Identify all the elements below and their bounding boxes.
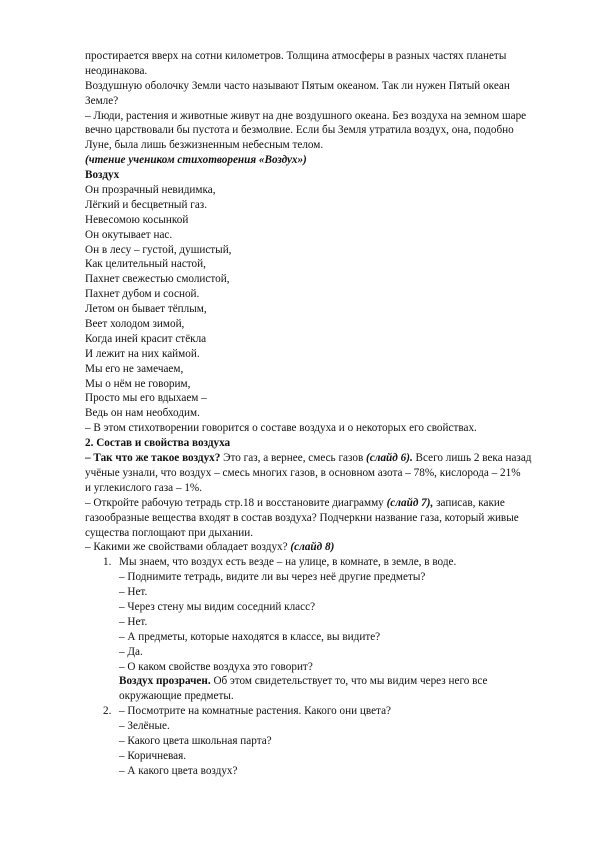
property-conclusion-line-2: окружающие предметы.	[119, 690, 234, 703]
composition-text-rest: Всего лишь 2 века назад	[412, 452, 532, 465]
properties-text: – Какими же свойствами обладает воздух?	[85, 541, 291, 554]
question-line-2: Земле?	[85, 94, 119, 107]
composition-line-2: учёные узнали, что воздух – смесь многих газов, в основном азота – 78%, кислорода – 21%	[85, 466, 521, 479]
workbook-line-1	[85, 496, 555, 511]
composition-line-3: и углекислого газа – 1%.	[85, 481, 203, 494]
property-conclusion-line-1	[85, 674, 555, 689]
poem-line: Он прозрачный невидимка,	[85, 184, 216, 197]
slide-ref-7: (слайд 7),	[386, 496, 434, 509]
poem-line: Как целительный настой,	[85, 258, 206, 271]
workbook-text: – Откройте рабочую тетрадь стр.18 и восстановите диаграмму	[85, 496, 387, 509]
dialog-line: – А какого цвета воздух?	[119, 764, 238, 777]
list-number: 1.	[103, 556, 112, 569]
poem-line: Просто мы его вдыхаем –	[85, 392, 207, 405]
dialog-line: – Нет.	[119, 586, 148, 599]
dialog-line: – Какого цвета школьная парта?	[119, 734, 272, 747]
property-text: Об этом свидетельствует то, что мы видим через него все	[210, 675, 488, 688]
poem-line: Мы его не замечаем,	[85, 362, 184, 375]
properties-question	[85, 540, 555, 555]
poem-line: Невесомою косынкой	[85, 213, 189, 226]
slide-ref-6: (слайд 6).	[366, 452, 413, 465]
poem-line: Он окутывает нас.	[85, 228, 173, 241]
poem-line: И лежит на них каймой.	[85, 347, 200, 360]
composition-question: – Так что же такое воздух?	[85, 452, 221, 465]
poem-line: Пахнет свежестью смолистой,	[85, 273, 230, 286]
composition-text: Это газ, а вернее, смесь газов	[220, 452, 367, 465]
answer-line-1: – Люди, растения и животные живут на дне воздушного океана. Без воздуха на земном шаре	[85, 109, 527, 122]
answer-line-2: вечно царствовали бы пустота и безмолвие. Если бы Земля утратила воздух, она, подобно	[85, 124, 514, 137]
poem-line: Мы о нём не говорим,	[85, 377, 191, 390]
dialog-line: – Зелёные.	[119, 720, 170, 733]
list-number: 2.	[103, 705, 112, 718]
workbook-line-2: газообразные вещества входят в состав воздуха? Подчеркни название газа, который живые	[85, 511, 519, 524]
document-body	[85, 49, 555, 779]
poem-conclusion: – В этом стихотворении говорится о составе воздуха и о некоторых его свойствах.	[85, 422, 477, 435]
numbered-list	[85, 555, 555, 778]
poem-line: Лёгкий и бесцветный газ.	[85, 198, 208, 211]
poem-line: Когда иней красит стёкла	[85, 332, 207, 345]
composition-line-1	[85, 451, 555, 466]
poem-title: Воздух	[85, 169, 120, 182]
workbook-text-rest: записав, какие	[433, 496, 505, 509]
intro-line-1: простирается вверх на сотни километров. Толщина атмосферы в разных частях планеты	[85, 50, 507, 62]
dialog-line: – А предметы, которые находятся в классе, вы видите?	[119, 630, 381, 643]
poem-line: Летом он бывает тёплым,	[85, 303, 207, 316]
dialog-line: – Да.	[119, 645, 143, 658]
answer-line-3: Луне, была лишь безжизненным небесным телом.	[85, 139, 324, 152]
slide-ref-8: (слайд 8)	[290, 541, 335, 554]
poem-line: Веет холодом зимой,	[85, 318, 185, 331]
poem-line: Он в лесу – густой, душистый,	[85, 243, 232, 256]
list-item-text: Мы знаем, что воздух есть везде – на улице, в комнате, в земле, в воде.	[119, 556, 457, 569]
question-line-1: Воздушную оболочку Земли часто называют Пятым океаном. Так ли нужен Пятый океан	[85, 79, 510, 92]
dialog-line: – Через стену мы видим соседний класс?	[119, 600, 316, 613]
dialog-line: – Нет.	[119, 615, 148, 628]
list-item-1	[85, 555, 555, 570]
poem-reading-note: (чтение учеником стихотворения «Воздух»)	[85, 154, 307, 167]
poem-body	[85, 183, 555, 421]
dialog-line: – Коричневая.	[119, 749, 187, 762]
list-item-text: – Посмотрите на комнатные растения. Какого они цвета?	[119, 705, 392, 718]
list-item-2	[85, 704, 555, 719]
poem-line: Ведь он нам необходим.	[85, 407, 200, 420]
dialog-line: – Поднимите тетрадь, видите ли вы через неё другие предметы?	[119, 571, 426, 584]
poem-line: Пахнет дубом и сосной.	[85, 288, 200, 301]
section-heading: 2. Состав и свойства воздуха	[85, 437, 231, 450]
intro-line-2: неодинакова.	[85, 64, 148, 77]
workbook-line-3: существа поглощают при дыхании.	[85, 526, 254, 539]
dialog-line: – О каком свойстве воздуха это говорит?	[119, 660, 313, 673]
property-name: Воздух прозрачен.	[119, 675, 211, 688]
